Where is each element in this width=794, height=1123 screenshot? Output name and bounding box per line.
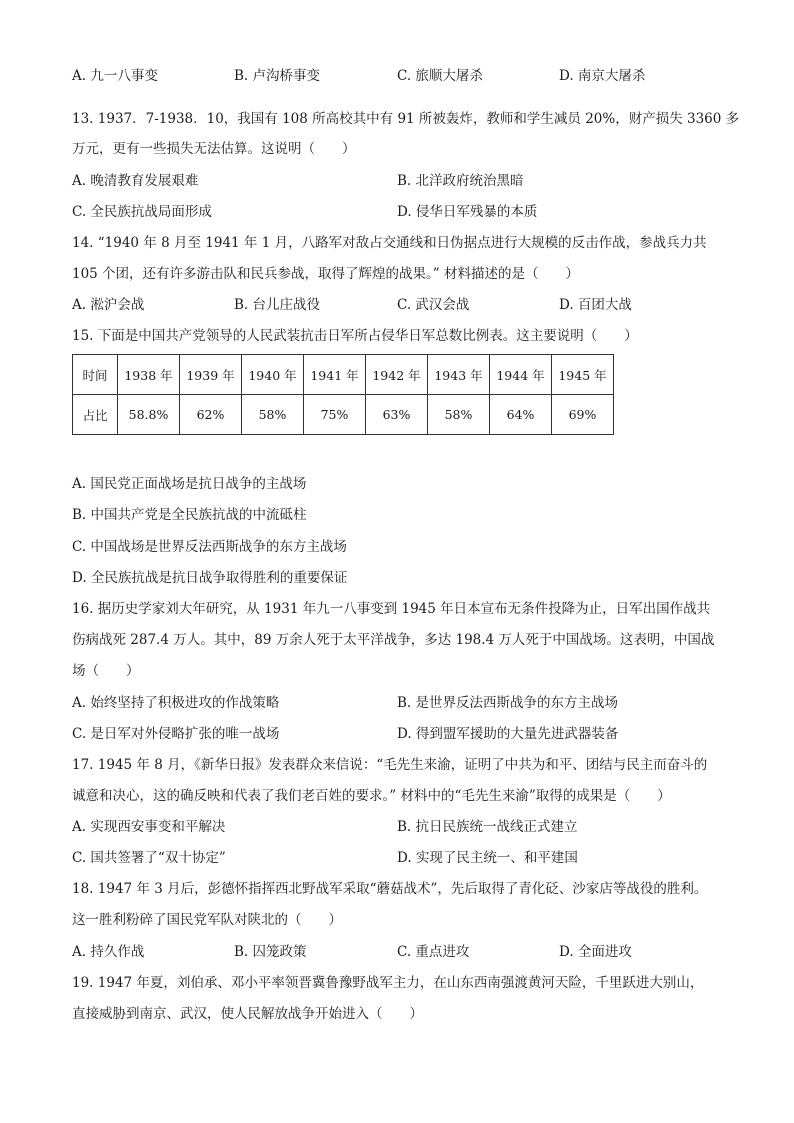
- q14-stem-line-1: 14. “1940 年 8 月至 1941 年 1 月，八路军对敌占交通线和日伪据点进行大规模的反击作战，参战兵力共: [72, 235, 707, 251]
- q13-option-d[interactable]: D. 侵华日军残暴的本质: [397, 204, 538, 220]
- q16-options-row-1: [72, 693, 722, 713]
- q18-option-c[interactable]: C. 重点进攻: [397, 944, 470, 960]
- q17-stem-line-2: 诚意和决心，这的确反映和代表了我们老百姓的要求。” 材料中的“毛先生来渝”取得的成果是（ ）: [72, 788, 671, 804]
- q16-option-d[interactable]: D. 得到盟军援助的大量先进武器装备: [397, 726, 619, 742]
- table-cell: 58%: [428, 395, 490, 435]
- q18-option-a[interactable]: A. 持久作战: [72, 944, 145, 960]
- q16-stem-line-3: 场（ ）: [72, 663, 140, 679]
- table-header-row: [73, 355, 614, 395]
- q14-option-a[interactable]: A. 淞沪会战: [72, 297, 145, 313]
- q19-stem-line-2: 直接威胁到南京、武汉，使人民解放战争开始进入（ ）: [72, 1006, 423, 1022]
- q17-options-row-2: [72, 848, 722, 868]
- q15-ratio-table: [72, 354, 614, 435]
- q13-stem-line-1: 13. 1937．7-1938．10，我国有 108 所高校其中有 91 所被轰炸，教师和学生减员 20%，财产损失 3360 多: [72, 111, 740, 127]
- table-cell: 1938 年: [118, 355, 180, 395]
- table-cell: 75%: [304, 395, 366, 435]
- table-cell: 1939 年: [180, 355, 242, 395]
- table-row: [73, 395, 614, 435]
- q18-option-d[interactable]: D. 全面进攻: [559, 944, 632, 960]
- q13-options-row-1: [72, 171, 722, 191]
- q14-option-d[interactable]: D. 百团大战: [559, 297, 632, 313]
- q17-option-d[interactable]: D. 实现了民主统一、和平建国: [397, 850, 578, 866]
- q17-stem-line-1: 17. 1945 年 8 月，《新华日报》发表群众来信说：“毛先生来渝，证明了中共为和平、团结与民主而奋斗的: [72, 757, 708, 773]
- q12-option-d[interactable]: D. 南京大屠杀: [559, 68, 646, 84]
- q15-option-a[interactable]: A. 国民党正面战场是抗日战争的主战场: [72, 476, 307, 492]
- q13-stem-line-2: 万元，更有一些损失无法估算。这说明（ ）: [72, 141, 356, 157]
- q14-stem-line-2: 105 个团，还有许多游击队和民兵参战，取得了辉煌的战果。” 材料描述的是（ ）: [72, 266, 580, 282]
- table-cell: 1941 年: [304, 355, 366, 395]
- q18-stem-line-2: 这一胜利粉碎了国民党军队对陕北的（ ）: [72, 912, 342, 928]
- q16-option-c[interactable]: C. 是日军对外侵略扩张的唯一战场: [72, 726, 280, 742]
- q14-option-b[interactable]: B. 台儿庄战役: [234, 297, 321, 313]
- table-cell: 62%: [180, 395, 242, 435]
- q18-stem-line-1: 18. 1947 年 3 月后，彭德怀指挥西北野战军采取“蘑菇战术”，先后取得了青化砭、沙家店等战役的胜利。: [72, 881, 708, 897]
- q17-options-row-1: [72, 817, 722, 837]
- q13-option-c[interactable]: C. 全民族抗战局面形成: [72, 204, 212, 220]
- q16-option-a[interactable]: A. 始终坚持了积极进攻的作战策略: [72, 695, 280, 711]
- q13-option-a[interactable]: A. 晚清教育发展艰难: [72, 173, 199, 189]
- q15-option-c[interactable]: C. 中国战场是世界反法西斯战争的东方主战场: [72, 539, 347, 555]
- table-cell: 58.8%: [118, 395, 180, 435]
- table-cell: 1942 年: [366, 355, 428, 395]
- q16-stem-line-1: 16. 据历史学家刘大年研究，从 1931 年九一八事变到 1945 年日本宣布无条件投降为止，日军出国作战共: [72, 601, 711, 617]
- q12-options: [72, 66, 722, 86]
- table-cell: 时间: [73, 355, 118, 395]
- table-cell: 1940 年: [242, 355, 304, 395]
- table-cell: 64%: [490, 395, 552, 435]
- table-cell: 占比: [73, 395, 118, 435]
- q12-option-a[interactable]: A. 九一八事变: [72, 68, 158, 84]
- q17-option-b[interactable]: B. 抗日民族统一战线正式建立: [397, 819, 578, 835]
- table-cell: 69%: [552, 395, 614, 435]
- q17-option-a[interactable]: A. 实现西安事变和平解决: [72, 819, 226, 835]
- q18-options: [72, 942, 722, 962]
- q12-option-c[interactable]: C. 旅顺大屠杀: [397, 68, 483, 84]
- q14-options: [72, 295, 722, 315]
- q15-option-d[interactable]: D. 全民族抗战是抗日战争取得胜利的重要保证: [72, 570, 348, 586]
- q15-option-b[interactable]: B. 中国共产党是全民族抗战的中流砥柱: [72, 507, 307, 523]
- table-cell: 1943 年: [428, 355, 490, 395]
- q16-option-b[interactable]: B. 是世界反法西斯战争的东方主战场: [397, 695, 619, 711]
- q12-option-b[interactable]: B. 卢沟桥事变: [234, 68, 321, 84]
- q16-stem-line-2: 伤病战死 287.4 万人。其中，89 万余人死于太平洋战争，多达 198.4 万人死于中国战场。这表明，中国战: [72, 632, 715, 648]
- q14-option-c[interactable]: C. 武汉会战: [397, 297, 470, 313]
- q13-options-row-2: [72, 202, 722, 222]
- q15-stem-line-1: 15. 下面是中国共产党领导的人民武装抗击日军所占侵华日军总数比例表。这主要说明（ ）: [72, 328, 638, 344]
- table-cell: 1945 年: [552, 355, 614, 395]
- q17-option-c[interactable]: C. 国共签署了“双十协定”: [72, 850, 226, 866]
- q16-options-row-2: [72, 724, 722, 744]
- table-cell: 58%: [242, 395, 304, 435]
- q19-stem-line-1: 19. 1947 年夏，刘伯承、邓小平率领晋冀鲁豫野战军主力，在山东西南强渡黄河天险，千里跃进大别山，: [72, 975, 704, 991]
- q13-option-b[interactable]: B. 北洋政府统治黑暗: [397, 173, 524, 189]
- q18-option-b[interactable]: B. 囚笼政策: [234, 944, 307, 960]
- table-cell: 63%: [366, 395, 428, 435]
- table-cell: 1944 年: [490, 355, 552, 395]
